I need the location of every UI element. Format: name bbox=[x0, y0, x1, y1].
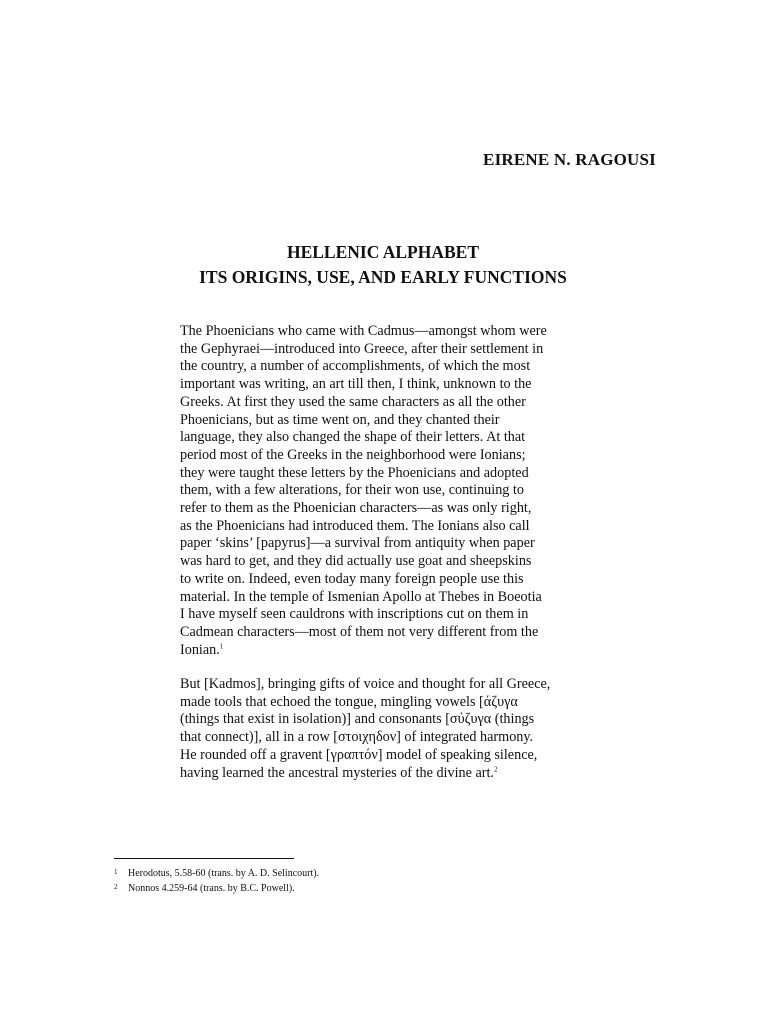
footnote-1 bbox=[114, 866, 319, 881]
quote-line: they were taught these letters by the Phoenicians and adopted bbox=[180, 464, 529, 481]
footnote-text: Nonnos 4.259-64 (trans. by B.C. Powell). bbox=[128, 883, 295, 894]
footnote-number: 2 bbox=[114, 883, 118, 891]
quote-line: material. In the temple of Ismenian Apollo at Thebes in Boeotia bbox=[180, 588, 542, 605]
quote-herodotus bbox=[180, 323, 580, 659]
quote-line: the Gephyraei—introduced into Greece, after their settlement in bbox=[180, 340, 544, 357]
quote-nonnos bbox=[180, 676, 580, 782]
quote-line: as the Phoenicians had introduced them. The Ionians also call bbox=[180, 517, 530, 534]
quote-line: language, they also changed the shape of their letters. At that bbox=[180, 429, 526, 446]
quote-line: The Phoenicians who came with Cadmus—amongst whom were bbox=[180, 323, 547, 339]
quote-line: paper ‘skins’ [papyrus]—a survival from antiquity when paper bbox=[180, 535, 535, 552]
quote-line-text: Ionian. bbox=[180, 641, 220, 658]
footnote-number: 1 bbox=[114, 868, 118, 876]
quote-line: made tools that echoed the tongue, mingling vowels [άζυγα bbox=[180, 693, 518, 710]
quote-line: I have myself seen cauldrons with inscriptions cut on them in bbox=[180, 606, 529, 623]
quote-line: (things that exist in isolation)] and consonants [σύζυγα (things bbox=[180, 711, 535, 728]
footnote-text: Herodotus, 5.58-60 (trans. by A. D. Selincourt). bbox=[128, 868, 320, 879]
quote-line: period most of the Greeks in the neighborhood were Ionians; bbox=[180, 446, 526, 463]
quote-line: Phoenicians, but as time went on, and they chanted their bbox=[180, 411, 500, 428]
quote-line: them, with a few alterations, for their won use, continuing to bbox=[180, 482, 524, 499]
footnote-ref-2[interactable]: 2 bbox=[493, 764, 498, 773]
title-line-1: HELLENIC ALPHABET bbox=[286, 242, 480, 262]
quote-line-last bbox=[180, 765, 580, 783]
title-line-2: ITS ORIGINS, USE, AND EARLY FUNCTIONS bbox=[199, 267, 567, 287]
quote-line: refer to them as the Phoenician characters—as was only right, bbox=[180, 500, 532, 517]
page-title bbox=[0, 240, 768, 290]
footnote-ref-1[interactable]: 1 bbox=[219, 641, 224, 650]
footnote-2 bbox=[114, 881, 319, 896]
quote-line: Cadmean characters—most of them not very different from the bbox=[180, 623, 539, 640]
quote-line: Greeks. At first they used the same characters as all the other bbox=[180, 393, 526, 410]
quote-line-text: having learned the ancestral mysteries of the divine art. bbox=[180, 764, 494, 781]
quote-line: important was writing, an art till then, I think, unknown to the bbox=[180, 376, 532, 393]
quote-line: He rounded off a gravent [γραπτόν] model of speaking silence, bbox=[180, 746, 538, 763]
author-name: EIRENE N. RAGOUSI bbox=[483, 150, 656, 169]
quote-line-last bbox=[180, 642, 580, 660]
quote-line: that connect)], all in a row [στοιχηδον] of integrated harmony. bbox=[180, 729, 534, 746]
footnote-divider bbox=[114, 858, 294, 859]
quote-line: But [Kadmos], bringing gifts of voice and thought for all Greece, bbox=[180, 676, 551, 692]
quote-line: to write on. Indeed, even today many foreign people use this bbox=[180, 570, 524, 587]
footnotes bbox=[114, 866, 319, 896]
quote-line: the country, a number of accomplishments, of which the most bbox=[180, 358, 531, 375]
quote-line: was hard to get, and they did actually use goat and sheepskins bbox=[180, 553, 532, 570]
